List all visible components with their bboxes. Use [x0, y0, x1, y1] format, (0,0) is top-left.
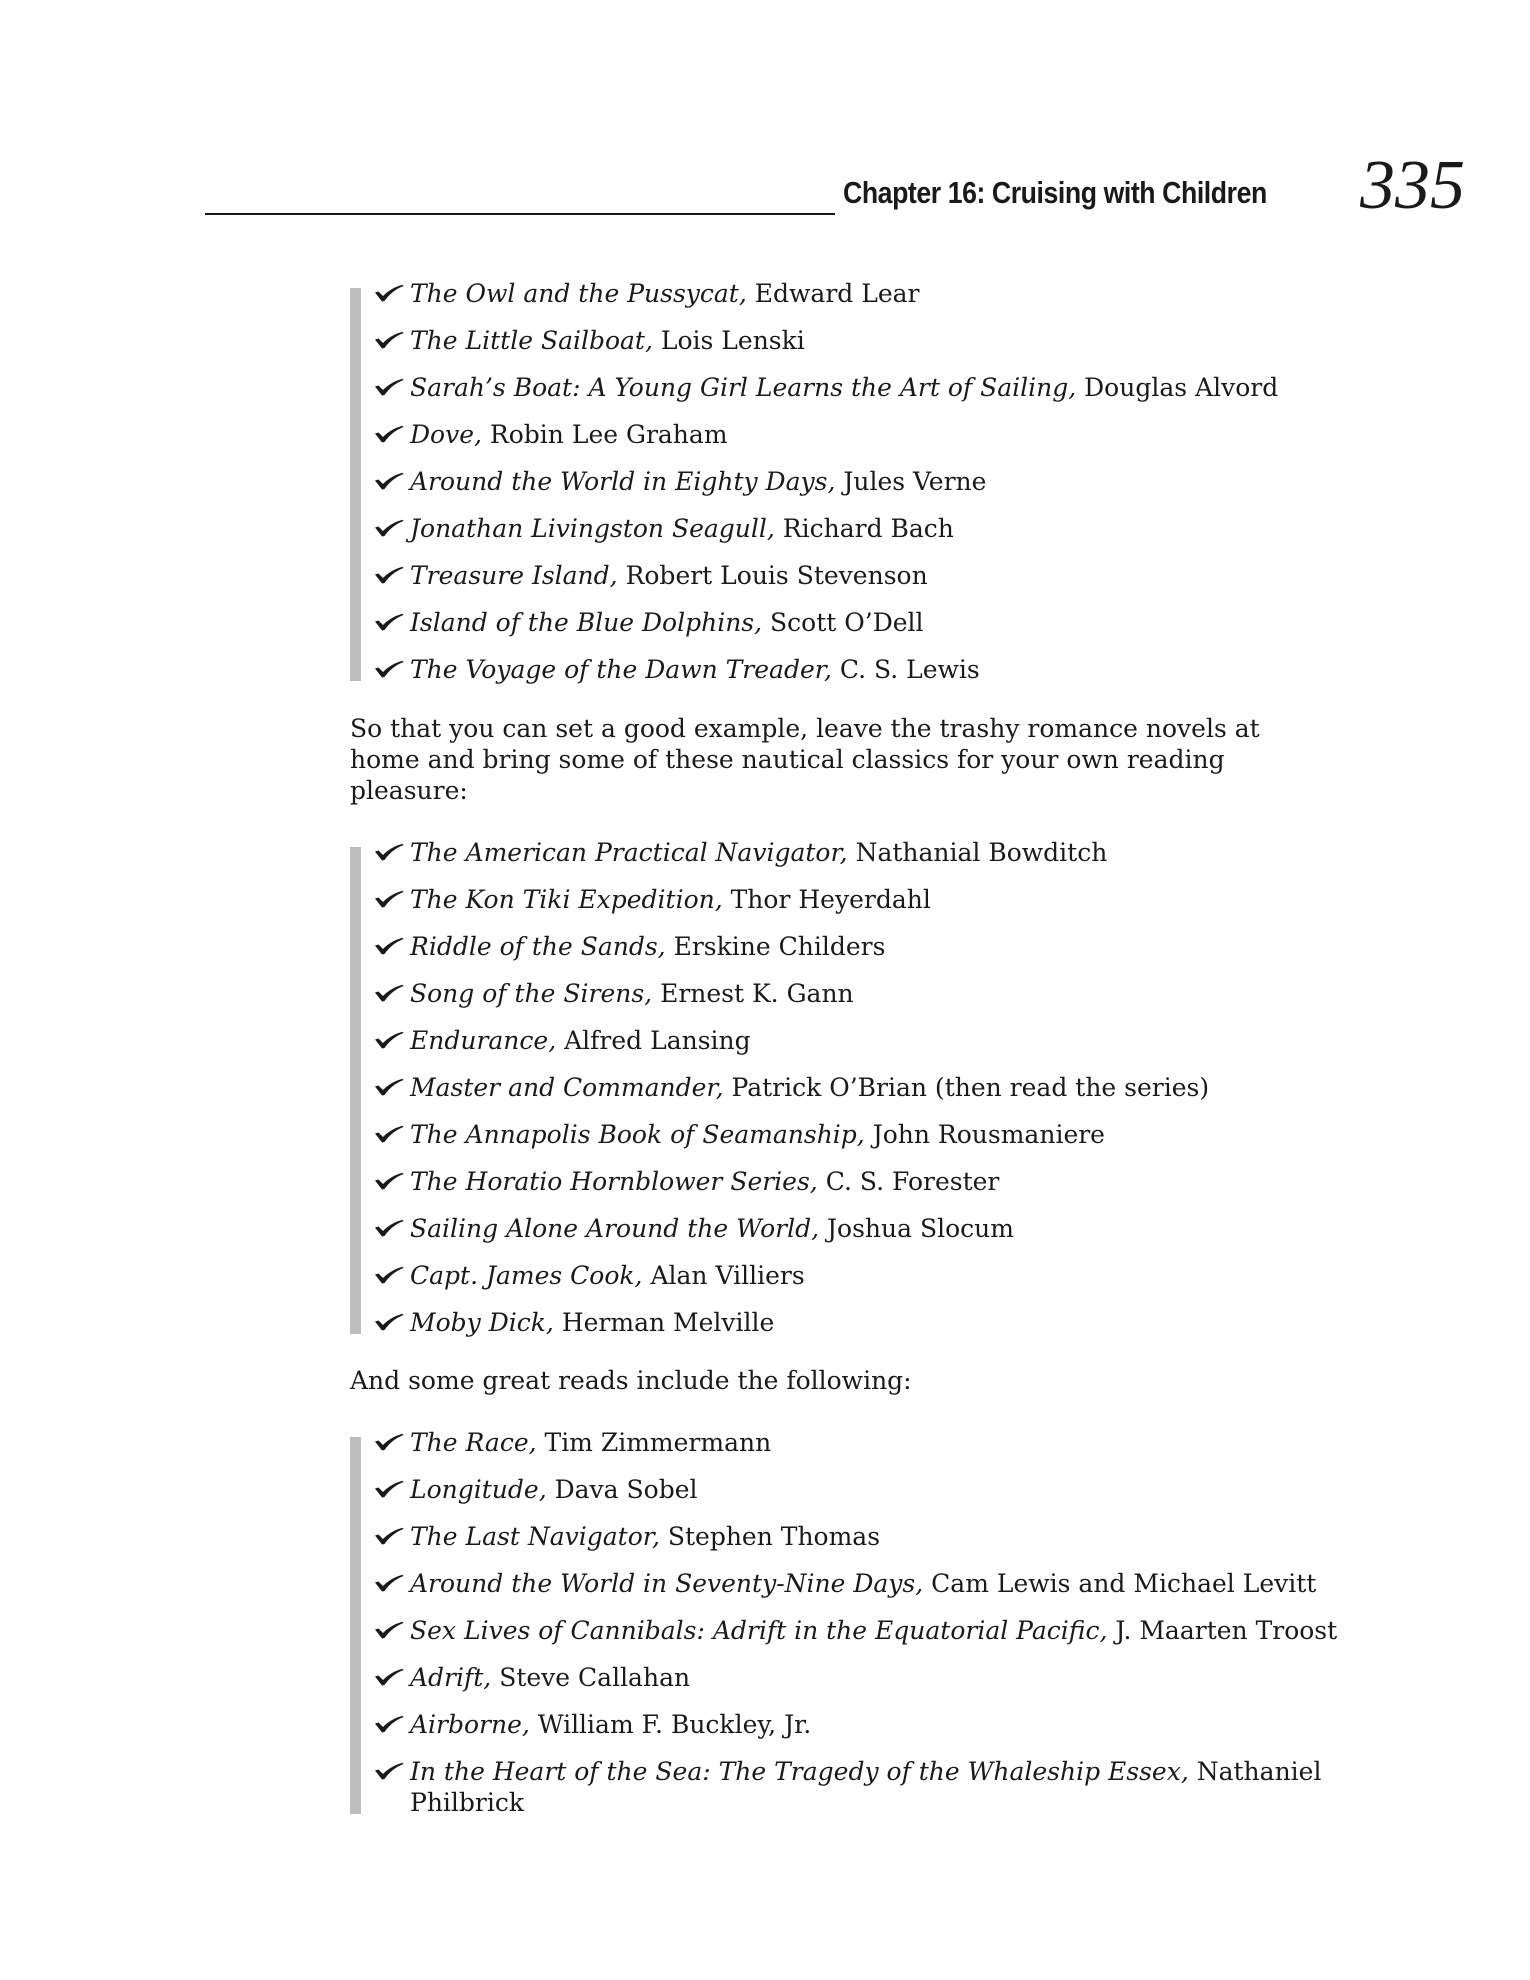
list-item: [374, 1427, 1330, 1458]
book-title: The Voyage of the Dawn Treader,: [410, 655, 832, 684]
book-title: The Little Sailboat,: [410, 326, 653, 355]
check-icon: [374, 1762, 404, 1780]
check-icon: [374, 890, 404, 908]
list-item: [374, 1260, 1330, 1291]
check-icon: [374, 1172, 404, 1190]
list-item: [374, 278, 1330, 309]
list-item: [374, 1166, 1330, 1197]
check-icon: [374, 1219, 404, 1237]
book-author: C. S. Lewis: [839, 655, 980, 684]
book-author: Alfred Lansing: [564, 1026, 751, 1055]
book-title: The Last Navigator,: [410, 1522, 660, 1551]
book-author: Scott O’Dell: [770, 608, 924, 637]
book-title: The American Practical Navigator,: [410, 838, 848, 867]
book-title: Song of the Sirens,: [410, 979, 653, 1008]
list-item: [374, 931, 1330, 962]
book-list-nautical-classics: [350, 837, 1330, 1338]
list-item: [374, 1662, 1330, 1693]
list-item: [374, 1521, 1330, 1552]
book-title: Treasure Island,: [410, 561, 618, 590]
sidebar-bar: [350, 288, 361, 681]
list-item: [374, 1756, 1330, 1818]
check-icon: [374, 1480, 404, 1498]
chapter-title: Chapter 16: Cruising with Children: [843, 175, 1267, 210]
book-author: Cam Lewis and Michael Levitt: [931, 1569, 1317, 1598]
book-title: Longitude,: [410, 1475, 547, 1504]
check-icon: [374, 1078, 404, 1096]
book-title: Moby Dick,: [410, 1308, 554, 1337]
check-icon: [374, 331, 404, 349]
sidebar-bar: [350, 1437, 361, 1814]
book-author: Patrick O’Brian (then read the series): [731, 1073, 1210, 1102]
list-item: [374, 1474, 1330, 1505]
book-author: C. S. Forester: [825, 1167, 1000, 1196]
book-author: Erskine Childers: [673, 932, 886, 961]
check-icon: [374, 425, 404, 443]
check-icon: [374, 1313, 404, 1331]
list-item: [374, 1307, 1330, 1338]
book-title: Sarah’s Boat: A Young Girl Learns the Art of Sailing,: [410, 373, 1077, 402]
book-author: Lois Lenski: [660, 326, 805, 355]
book-title: The Annapolis Book of Seamanship,: [410, 1120, 865, 1149]
book-author: Herman Melville: [561, 1308, 775, 1337]
check-icon: [374, 1621, 404, 1639]
book-title: Sailing Alone Around the World,: [410, 1214, 820, 1243]
check-icon: [374, 1574, 404, 1592]
page-body: [350, 278, 1338, 1818]
check-icon: [374, 613, 404, 631]
book-author: J. Maarten Troost: [1115, 1616, 1338, 1645]
list-item: [374, 325, 1330, 356]
book-author: Richard Bach: [782, 514, 954, 543]
book-title: Jonathan Livingston Seagull,: [410, 514, 775, 543]
list-item: [374, 466, 1330, 497]
book-title: Master and Commander,: [410, 1073, 724, 1102]
book-title: Sex Lives of Cannibals: Adrift in the Equatorial Pacific,: [410, 1616, 1108, 1645]
check-icon: [374, 1715, 404, 1733]
running-header: [205, 147, 1465, 235]
check-icon: [374, 1527, 404, 1545]
list-item: [374, 560, 1330, 591]
list-item: [374, 513, 1330, 544]
book-title: Endurance,: [410, 1026, 557, 1055]
list-item: [374, 1568, 1330, 1599]
book-author: Ernest K. Gann: [660, 979, 854, 1008]
book-title: Airborne,: [410, 1710, 530, 1739]
list-item: [374, 884, 1330, 915]
check-icon: [374, 1031, 404, 1049]
list-item: [374, 1025, 1330, 1056]
list-item: [374, 419, 1330, 450]
book-title: The Horatio Hornblower Series,: [410, 1167, 818, 1196]
book-author: Robin Lee Graham: [489, 420, 728, 449]
check-icon: [374, 660, 404, 678]
book-title: Around the World in Seventy-Nine Days,: [410, 1569, 924, 1598]
sidebar-bar: [350, 847, 361, 1334]
check-icon: [374, 1125, 404, 1143]
page-number: 335: [1360, 147, 1465, 224]
book-title: Riddle of the Sands,: [410, 932, 666, 961]
book-author: Steve Callahan: [499, 1663, 691, 1692]
check-icon: [374, 937, 404, 955]
book-author: Thor Heyerdahl: [730, 885, 931, 914]
list-item: [374, 607, 1330, 638]
check-icon: [374, 984, 404, 1002]
list-item: [374, 1119, 1330, 1150]
book-list-great-reads: [350, 1427, 1338, 1818]
list-item: [374, 978, 1330, 1009]
list-item: [374, 372, 1330, 403]
book-title: Adrift,: [410, 1663, 492, 1692]
book-title: Dove,: [410, 420, 482, 449]
list-item: [374, 654, 1330, 685]
book-author: Dava Sobel: [554, 1475, 698, 1504]
book-title: The Owl and the Pussycat,: [410, 279, 747, 308]
book-author: Edward Lear: [754, 279, 920, 308]
check-icon: [374, 378, 404, 396]
book-title: Capt. James Cook,: [410, 1261, 643, 1290]
list-item: [374, 1072, 1330, 1103]
check-icon: [374, 843, 404, 861]
check-icon: [374, 1668, 404, 1686]
book-title: Island of the Blue Dolphins,: [410, 608, 763, 637]
book-title: The Kon Tiki Expedition,: [410, 885, 723, 914]
book-author: William F. Buckley, Jr.: [537, 1710, 812, 1739]
book-title: The Race,: [410, 1428, 537, 1457]
paragraph-great-reads: And some great reads include the following:: [350, 1366, 912, 1395]
check-icon: [374, 566, 404, 584]
book-author: Nathanial Bowditch: [855, 838, 1108, 867]
book-author: Alan Villiers: [650, 1261, 805, 1290]
book-author: Stephen Thomas: [667, 1522, 881, 1551]
book-list-children: [350, 278, 1330, 685]
list-item: [374, 837, 1330, 868]
list-item: [374, 1615, 1338, 1646]
check-icon: [374, 1266, 404, 1284]
book-title: Around the World in Eighty Days,: [410, 467, 836, 496]
check-icon: [374, 284, 404, 302]
check-icon: [374, 472, 404, 490]
check-icon: [374, 1433, 404, 1451]
list-item: [374, 1213, 1330, 1244]
paragraph-nautical-classics: So that you can set a good example, leave the trashy romance novels at home and bring some of these nautical classics for your own reading pleasure:: [350, 714, 1260, 805]
book-author: Joshua Slocum: [827, 1214, 1014, 1243]
book-author: John Rousmaniere: [872, 1120, 1105, 1149]
header-rule: [205, 213, 835, 215]
book-title: In the Heart of the Sea: The Tragedy of the Whaleship Essex,: [410, 1757, 1189, 1786]
book-author: Nathaniel Philbrick: [410, 1757, 1322, 1817]
book-author: Robert Louis Stevenson: [625, 561, 928, 590]
book-author: Jules Verne: [843, 467, 987, 496]
list-item: [374, 1709, 1330, 1740]
book-author: Tim Zimmermann: [544, 1428, 772, 1457]
check-icon: [374, 519, 404, 537]
book-author: Douglas Alvord: [1084, 373, 1279, 402]
